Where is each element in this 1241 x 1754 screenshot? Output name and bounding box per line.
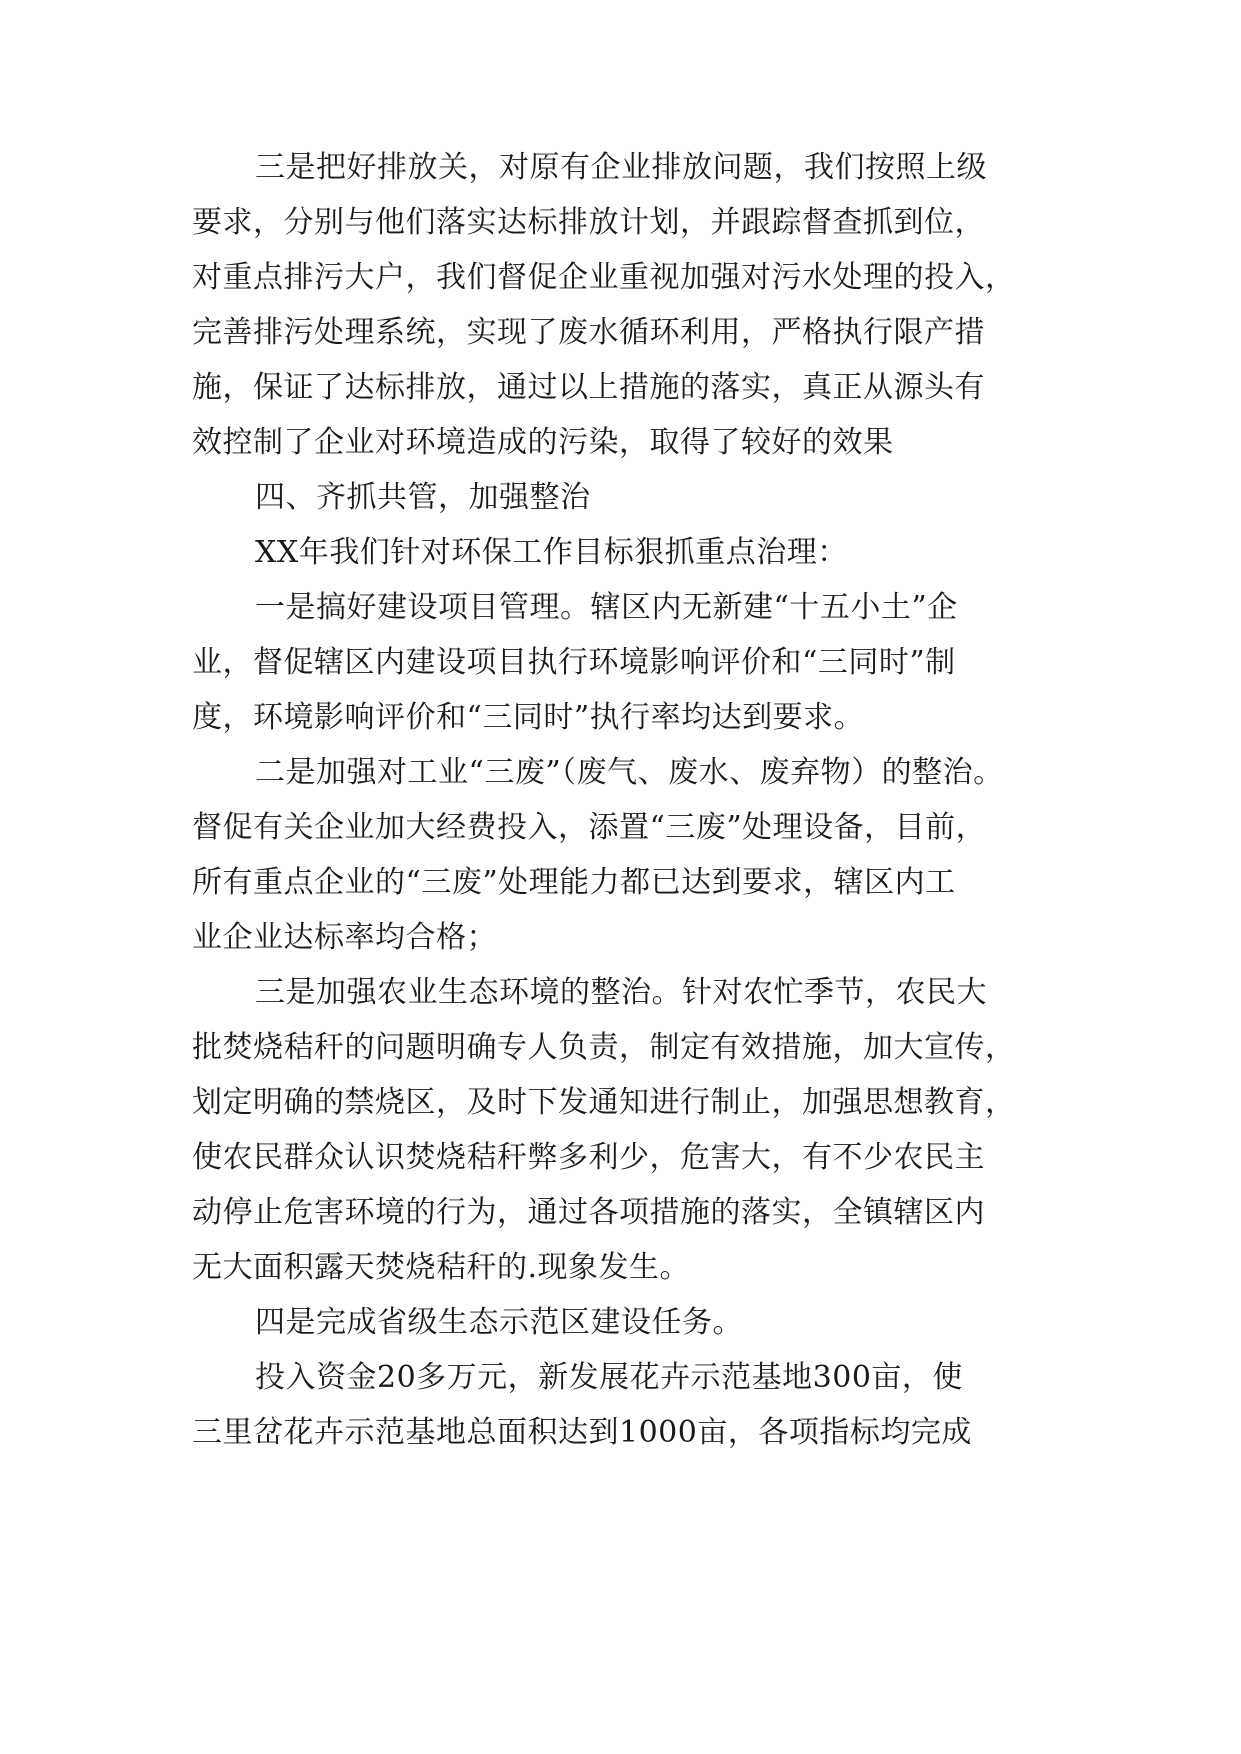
paragraph-line: 施，保证了达标排放，通过以上措施的落实，真正从源头有	[192, 370, 985, 405]
paragraph-line: 使农民群众认识焚烧秸秆弊多利少，危害大，有不少农民主	[192, 1140, 985, 1175]
paragraph-line: 度，环境影响评价和“三同时”执行率均达到要求。	[192, 700, 865, 735]
paragraph-line: 投入资金20多万元，新发展花卉示范基地300亩，使	[255, 1360, 963, 1395]
paragraph-line: 动停止危害环境的行为，通过各项措施的落实，全镇辖区内	[192, 1195, 985, 1230]
paragraph-line: 完善排污处理系统，实现了废水循环利用，严格执行限产措	[192, 315, 985, 350]
paragraph-line: 四是完成省级生态示范区建设任务。	[255, 1305, 743, 1340]
paragraph-line: 三里岔花卉示范基地总面积达到1000亩，各项指标均完成	[192, 1415, 972, 1450]
paragraph-line: 一是搞好建设项目管理。辖区内无新建“十五小土”企	[255, 590, 958, 625]
paragraph-line: 二是加强对工业“三废”（废气、废水、废弃物）的整治。	[255, 755, 1004, 790]
paragraph-line: 无大面积露天焚烧秸秆的.现象发生。	[192, 1250, 691, 1285]
paragraph-line: 三是把好排放关，对原有企业排放问题，我们按照上级	[255, 150, 987, 185]
paragraph-line: 所有重点企业的“三废”处理能力都已达到要求，辖区内工	[192, 865, 956, 900]
paragraph-line: 要求，分别与他们落实达标排放计划，并跟踪督查抓到位，	[192, 205, 985, 240]
paragraph-line: 业企业达标率均合格；	[192, 920, 497, 955]
paragraph-line: XX年我们针对环保工作目标狠抓重点治理：	[255, 535, 848, 570]
paragraph-line: 督促有关企业加大经费投入，添置“三废”处理设备，目前，	[192, 810, 987, 845]
paragraph-line: 业，督促辖区内建设项目执行环境影响评价和“三同时”制	[192, 645, 956, 680]
section-heading: 四、齐抓共管，加强整治	[255, 480, 591, 515]
paragraph-line: 对重点排污大户，我们督促企业重视加强对污水处理的投入，	[192, 260, 1016, 295]
paragraph-line: 批焚烧秸秆的问题明确专人负责，制定有效措施，加大宣传，	[192, 1030, 1016, 1065]
paragraph-line: 划定明确的禁烧区，及时下发通知进行制止，加强思想教育，	[192, 1085, 1016, 1120]
paragraph-line: 三是加强农业生态环境的整治。针对农忙季节，农民大	[255, 975, 987, 1010]
paragraph-line: 效控制了企业对环境造成的污染，取得了较好的效果	[192, 425, 894, 460]
